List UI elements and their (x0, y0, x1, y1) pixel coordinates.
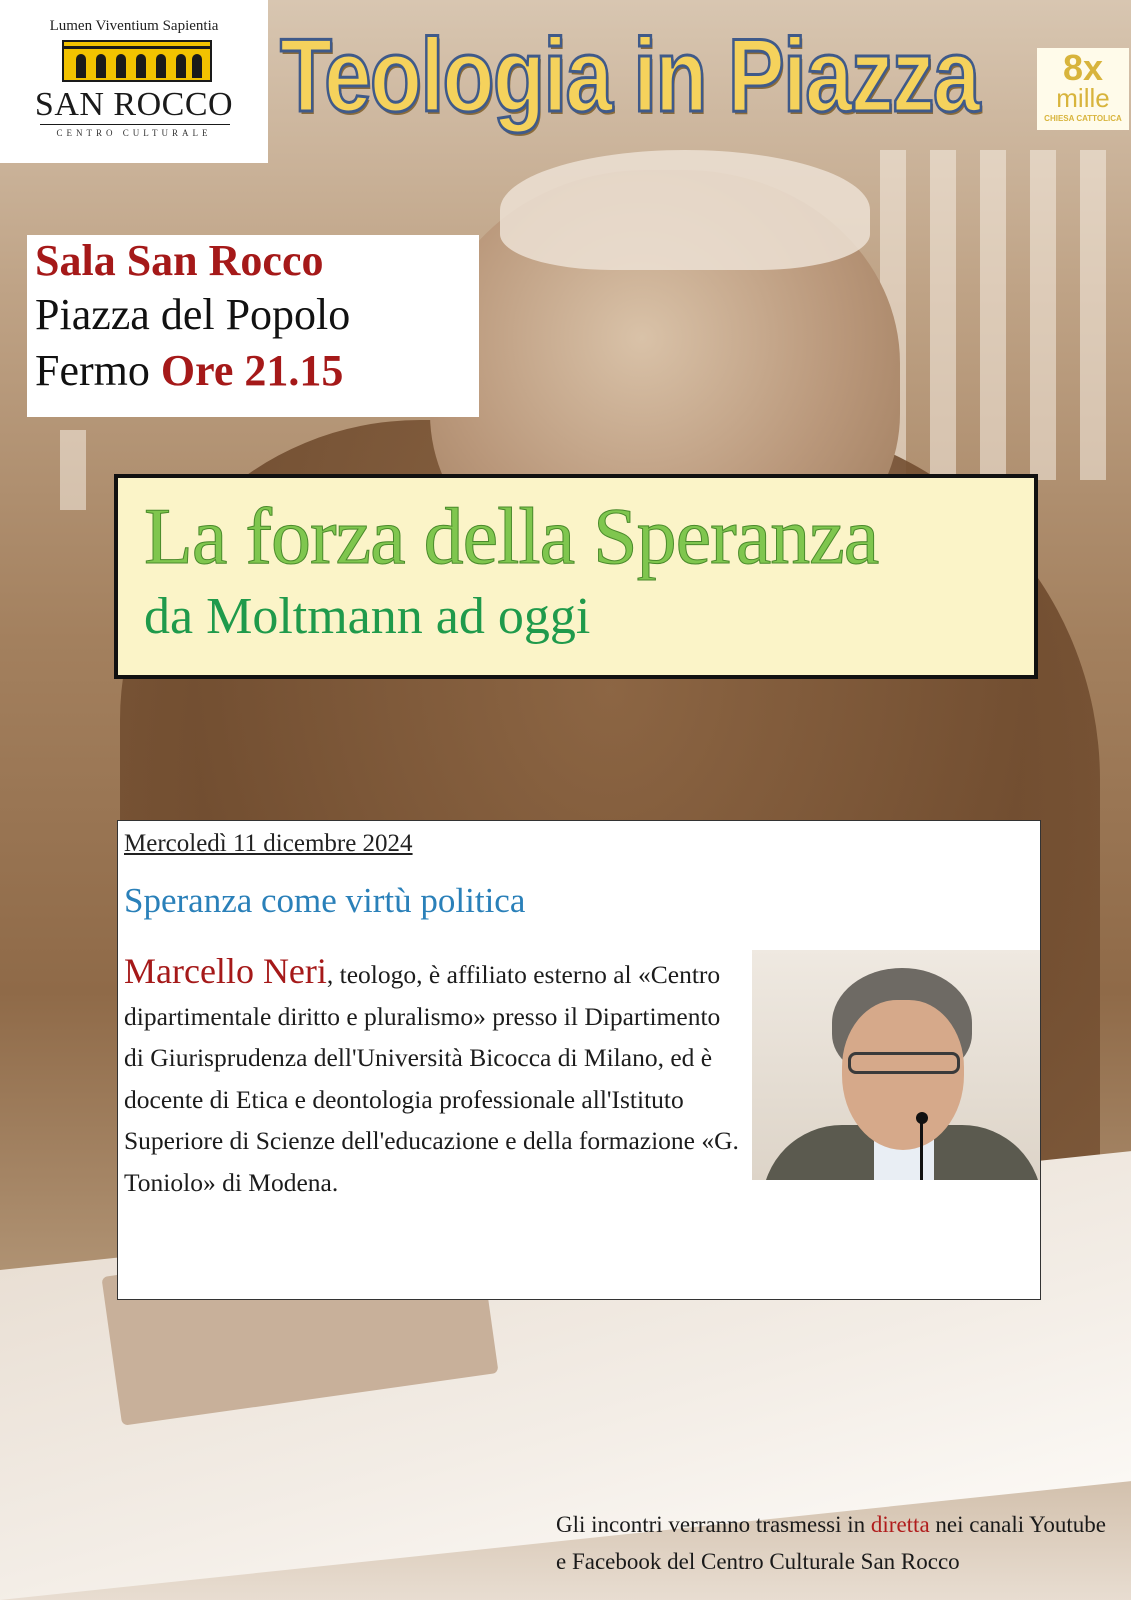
otto-per-mille-logo (1037, 48, 1129, 130)
event-card (117, 820, 1041, 1300)
theme-title: La forza della Speranza (144, 493, 879, 581)
poster-title: Teologia in Piazza (280, 18, 979, 134)
otto-number: 8x (1062, 47, 1104, 88)
venue-box (27, 235, 479, 417)
speaker-bio (124, 951, 739, 1203)
broadcast-live: diretta (870, 1512, 930, 1537)
venue-time: Ore 21.15 (160, 346, 344, 395)
theme-subtitle: da Moltmann ad oggi (144, 588, 591, 645)
logo-subtitle: CENTRO CULTURALE (56, 128, 212, 138)
event-date: Mercoledì 11 dicembre 2024 (124, 830, 413, 857)
otto-subtitle: CHIESA CATTOLICA (1044, 114, 1122, 123)
speaker-bio-text: , teologo, è affiliato esterno al «Centro dipartimentale diritto e pluralismo» presso il Dipartimento di Giurisprudenza dell'Università Bicocca di Milano, ed è docente di Etica e deontologia professionale all'Istituto Superiore di Scienze dell'educazione e della formazione «G. Toniolo» di Modena. (124, 960, 739, 1197)
event-topic: Speranza come virtù politica (124, 881, 526, 920)
otto-word: mille (1056, 83, 1110, 113)
microphone-icon (916, 1112, 928, 1124)
broadcast-note-part1: Gli incontri verranno trasmessi in (556, 1512, 871, 1537)
speaker-photo (752, 950, 1040, 1180)
san-rocco-logo (0, 0, 268, 163)
venue-name: Sala San Rocco (35, 236, 324, 285)
logo-motto: Lumen Viventium Sapientia (49, 18, 219, 34)
broadcast-note (556, 1506, 1116, 1580)
arches-icon (62, 40, 212, 82)
logo-name: SAN ROCCO (34, 86, 234, 123)
venue-city-time (35, 345, 343, 397)
venue-address: Piazza del Popolo (35, 290, 351, 339)
theme-box (114, 474, 1038, 679)
broadcast-note-part2: nei canali Youtube e Facebook del Centro Culturale San Rocco (556, 1512, 1106, 1574)
venue-city: Fermo (35, 346, 150, 395)
speaker-name: Marcello Neri (124, 951, 327, 991)
